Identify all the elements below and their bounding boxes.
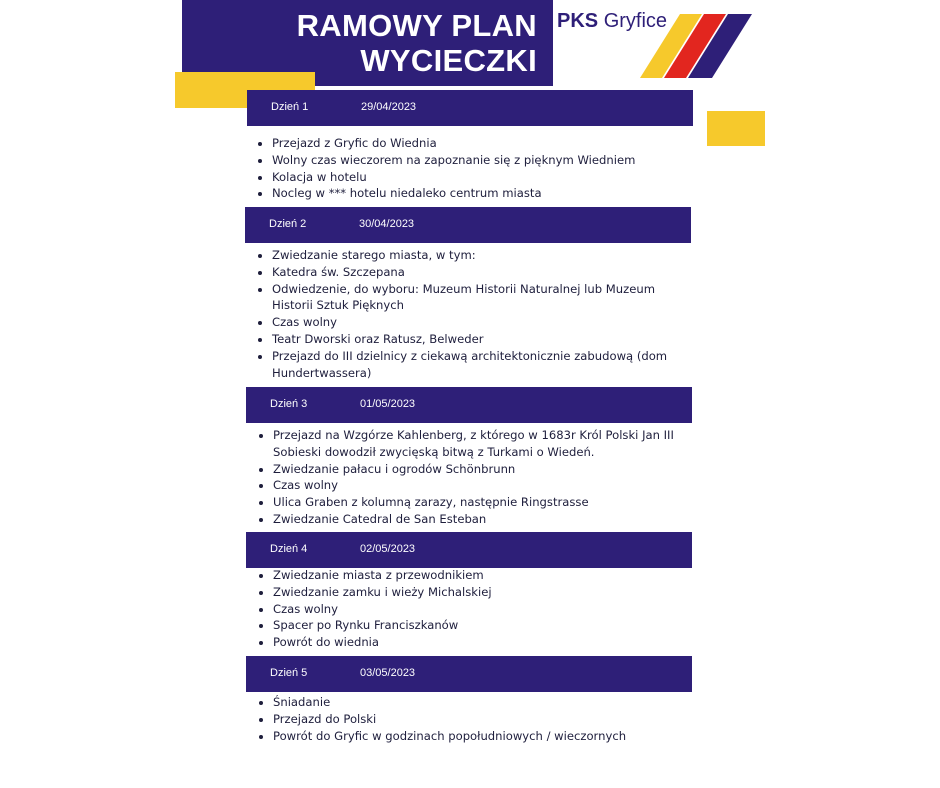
day-3-list [256,427,684,528]
list-item: Przejazd do III dzielnicy z ciekawą architektonicznie zabudową (dom Hundertwassera) [255,348,675,382]
day-date: 30/04/2023 [359,218,415,230]
day-5-list [256,694,684,744]
list-item: Zwiedzanie zamku i wieży Michalskiej [256,584,684,601]
day-header-1 [247,90,693,126]
day-date: 01/05/2023 [360,398,416,410]
list-item: Spacer po Rynku Franciszkanów [256,617,684,634]
title-line-1: RAMOWY PLAN [296,8,537,43]
list-item: Czas wolny [256,477,684,494]
day-date: 02/05/2023 [360,543,416,555]
day-date: 03/05/2023 [360,667,416,679]
list-item: Nocleg w *** hotelu niedaleko centrum miasta [255,185,685,202]
list-item: Powrót do Gryfic w godzinach popołudniowych / wieczornych [256,728,684,745]
list-item: Katedra św. Szczepana [255,264,675,281]
day-2-list [255,247,675,381]
day-label: Dzień 3 [270,398,308,410]
list-item: Przejazd na Wzgórze Kahlenberg, z którego w 1683r Król Polski Jan III Sobieski dowodził zwycięską bitwą z Turkami o Wiedeń. [256,427,684,461]
list-item: Czas wolny [256,601,684,618]
list-item: Zwiedzanie starego miasta, w tym: [255,247,675,264]
list-item: Zwiedzanie pałacu i ogrodów Schönbrunn [256,461,684,478]
day-4-list [256,567,684,651]
day-header-4 [246,532,692,568]
day-label: Dzień 1 [271,101,309,113]
list-item: Wolny czas wieczorem na zapoznanie się z pięknym Wiedniem [255,152,685,169]
list-item: Odwiedzenie, do wyboru: Muzeum Historii Naturalnej lub Muzeum Historii Sztuk Pięknych [255,281,675,315]
logo-stripes-icon [640,14,756,80]
list-item: Powrót do wiednia [256,634,684,651]
list-item: Śniadanie [256,694,684,711]
day-header-3 [246,387,692,423]
logo-bold: PKS [557,10,599,32]
day-date: 29/04/2023 [361,101,417,113]
day-header-2 [245,207,691,243]
list-item: Przejazd z Gryfic do Wiednia [255,135,685,152]
day-label: Dzień 5 [270,667,308,679]
list-item: Zwiedzanie Catedral de San Esteban [256,511,684,528]
logo-rest: Gryfice [603,10,668,32]
list-item: Zwiedzanie miasta z przewodnikiem [256,567,684,584]
list-item: Czas wolny [255,314,675,331]
list-item: Przejazd do Polski [256,711,684,728]
day-header-5 [246,656,692,692]
list-item: Teatr Dworski oraz Ratusz, Belweder [255,331,675,348]
list-item: Ulica Graben z kolumną zarazy, następnie Ringstrasse [256,494,684,511]
title-line-2: WYCIECZKI [360,43,537,78]
day-label: Dzień 2 [269,218,307,230]
day-label: Dzień 4 [270,543,308,555]
day-1-list [255,135,685,202]
decor-yellow-right [707,111,765,146]
list-item: Kolacja w hotelu [255,169,685,186]
